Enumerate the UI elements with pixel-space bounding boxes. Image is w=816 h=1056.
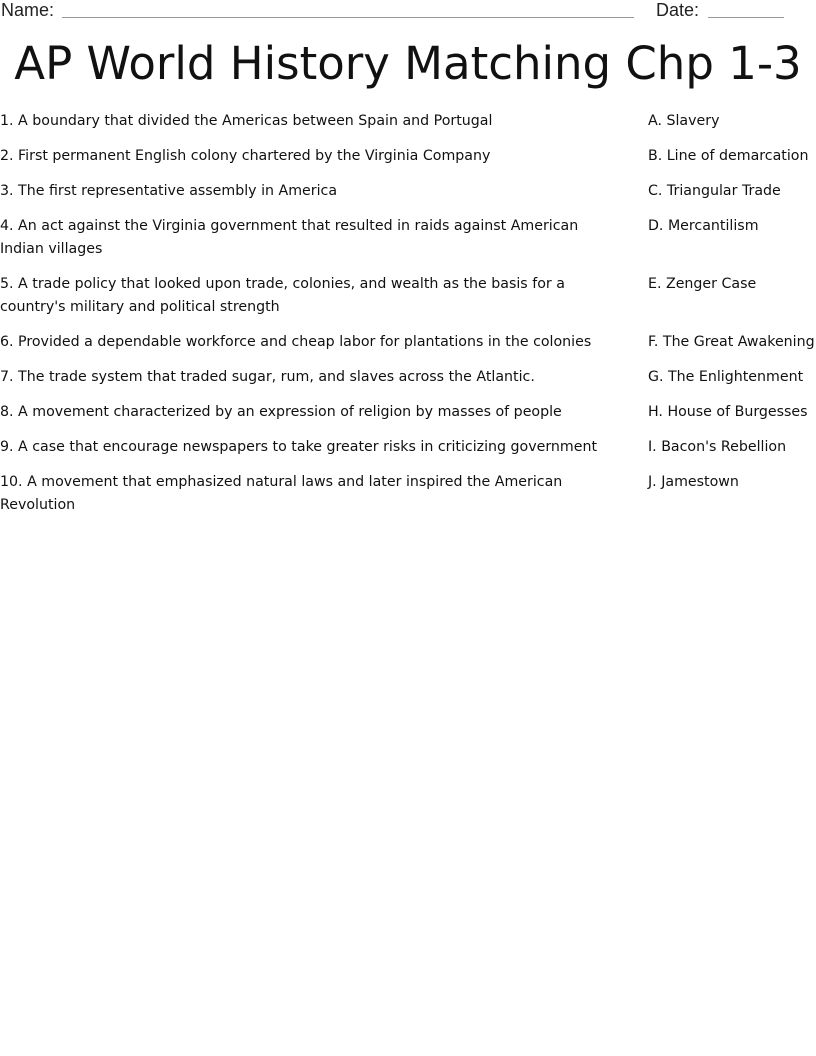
answer-option: J. Jamestown [648, 474, 739, 490]
question-text: 1. A boundary that divided the Americas between Spain and Portugal [0, 113, 493, 129]
matching-row [0, 331, 816, 354]
answer-option: H. House of Burgesses [648, 404, 808, 420]
matching-row [0, 180, 816, 203]
matching-row [0, 215, 816, 261]
question-text: 7. The trade system that traded sugar, rum, and slaves across the Atlantic. [0, 369, 535, 385]
question-text: 2. First permanent English colony chartered by the Virginia Company [0, 148, 491, 164]
matching-row [0, 110, 816, 133]
answer-option: I. Bacon's Rebellion [648, 439, 787, 455]
matching-row [0, 273, 816, 319]
matching-row [0, 366, 816, 389]
question-text: 9. A case that encourage newspapers to take greater risks in criticizing government [0, 439, 598, 455]
matching-row [0, 145, 816, 168]
question-text: 10. A movement that emphasized natural laws and later inspired the American Revolution [0, 474, 563, 513]
page-title: AP World History Matching Chp 1-3 [14, 37, 802, 90]
answer-option: G. The Enlightenment [648, 369, 804, 385]
answer-option: F. The Great Awakening [648, 334, 815, 350]
matching-list [0, 110, 816, 529]
matching-row [0, 401, 816, 424]
answer-option: A. Slavery [648, 113, 720, 129]
answer-option: D. Mercantilism [648, 218, 759, 234]
answer-option: E. Zenger Case [648, 276, 757, 292]
question-text: 3. The first representative assembly in America [0, 183, 338, 199]
name-label: Name: [1, 0, 55, 20]
question-text: 6. Provided a dependable workforce and cheap labor for plantations in the colonies [0, 334, 592, 350]
date-field-line[interactable] [708, 17, 784, 18]
matching-row [0, 471, 816, 517]
question-text: 5. A trade policy that looked upon trade, colonies, and wealth as the basis for a country's military and political strength [0, 276, 565, 315]
matching-row [0, 436, 816, 459]
date-label: Date: [656, 0, 700, 20]
question-text: 8. A movement characterized by an expression of religion by masses of people [0, 404, 562, 420]
question-text: 4. An act against the Virginia government that resulted in raids against American Indian villages [0, 218, 579, 257]
answer-option: C. Triangular Trade [648, 183, 781, 199]
answer-option: B. Line of demarcation [648, 148, 809, 164]
worksheet-header [0, 0, 816, 22]
name-field-line[interactable] [62, 17, 634, 18]
